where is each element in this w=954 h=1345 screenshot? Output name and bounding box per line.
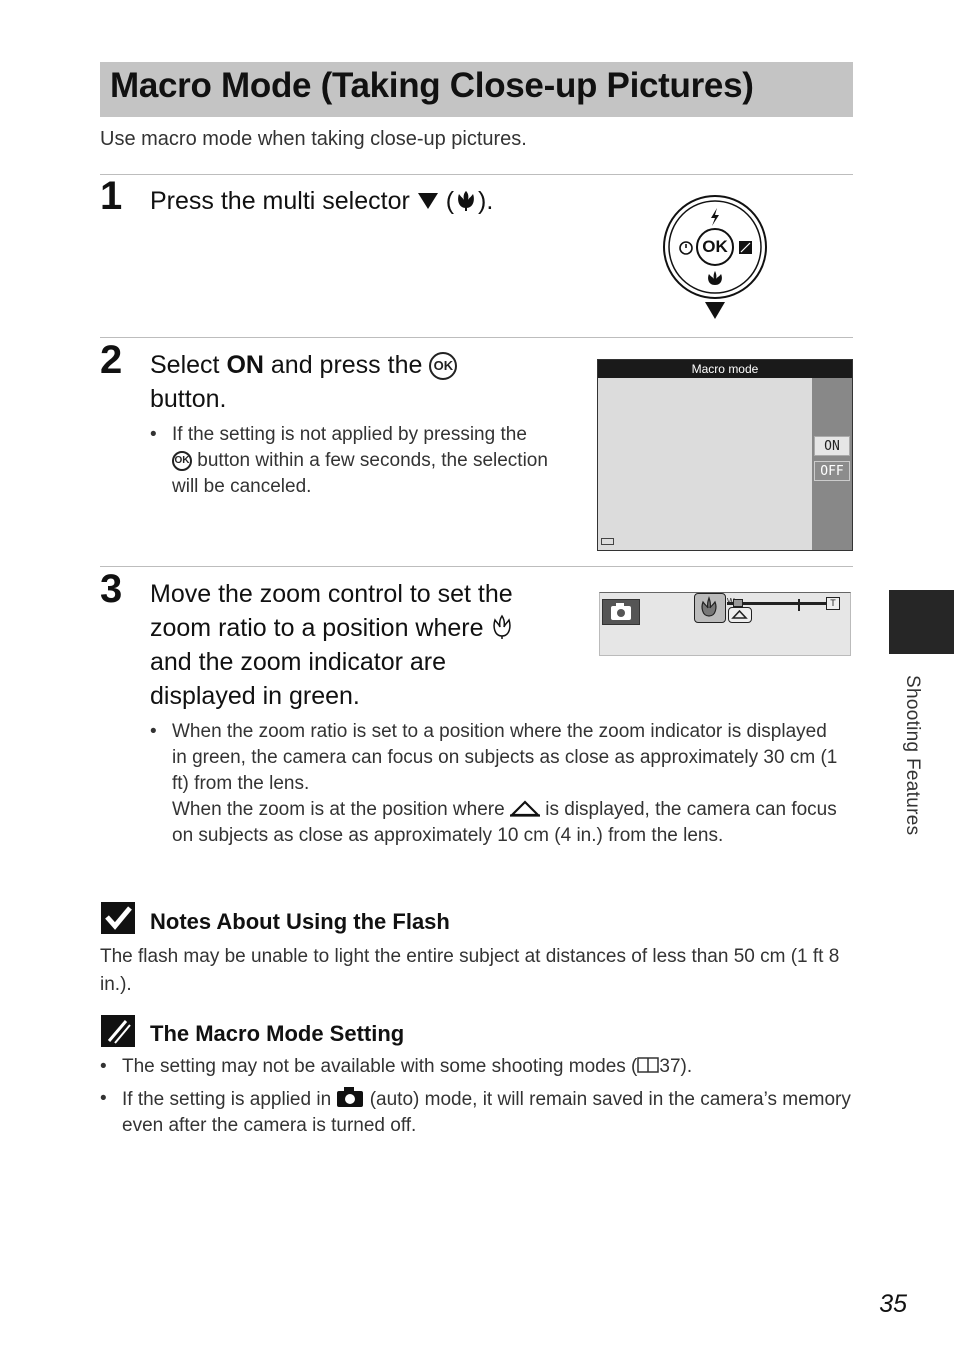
flash-note-body: The flash may be unable to light the entire subject at distances of less than 50 cm (1 ft 8 in.). bbox=[100, 946, 840, 995]
macro-flower-icon bbox=[454, 188, 478, 212]
zoom-wide-label: W bbox=[727, 597, 735, 606]
step-1-number: 1 bbox=[100, 174, 123, 218]
title-bar bbox=[100, 62, 853, 117]
list-item: • The setting may not be available with some shooting modes ( 37). bbox=[100, 1054, 852, 1080]
camera-screen bbox=[597, 359, 853, 551]
step-1-heading: Press the multi selector ( ). bbox=[150, 187, 494, 215]
list-item: • If the setting is applied in (auto) mode, it will remain saved in the camera’s memory even after the camera is turned off. bbox=[100, 1086, 852, 1139]
battery-icon bbox=[601, 538, 614, 545]
macro-outline-icon bbox=[490, 614, 514, 640]
down-triangle-icon bbox=[417, 192, 439, 210]
option-off[interactable]: OFF bbox=[814, 461, 850, 481]
screen-options-panel bbox=[812, 378, 852, 550]
step-2-number: 2 bbox=[100, 338, 123, 382]
zoom-bar bbox=[727, 602, 839, 605]
close-up-icon bbox=[728, 607, 752, 623]
step-3-number: 3 bbox=[100, 567, 123, 611]
camera-auto-icon bbox=[336, 1086, 364, 1108]
macro-note-bullets bbox=[100, 1054, 852, 1139]
screen-title: Macro mode bbox=[598, 360, 852, 378]
section-tab bbox=[889, 590, 954, 654]
step-3-bullets bbox=[150, 719, 840, 849]
page-number: 35 bbox=[879, 1290, 907, 1318]
list-item: • When the zoom ratio is set to a position where the zoom indicator is displayed in green, the camera can focus on subjects as close as approximately 30 cm (1 ft) from the lens. When the zoom is at the position where is displayed, the camera can focus on subjects as close as approximately 10 cm (4 in.) from the lens. bbox=[150, 719, 840, 849]
zoom-indicator-screen bbox=[599, 592, 851, 656]
ok-label: OK bbox=[702, 237, 728, 256]
on-label: ON bbox=[226, 351, 264, 379]
option-on[interactable]: ON bbox=[814, 436, 850, 456]
step-1-text: Press the multi selector bbox=[150, 187, 417, 215]
close-up-mountain-icon bbox=[510, 799, 540, 817]
step-2-heading: Select ON and press the OK button. bbox=[150, 348, 570, 416]
section-label: Shooting Features bbox=[902, 675, 923, 836]
zoom-tele-label: T bbox=[826, 597, 840, 610]
flash-note-heading: Notes About Using the Flash bbox=[150, 909, 450, 934]
intro-text: Use macro mode when taking close-up pictures. bbox=[100, 128, 527, 150]
page-title: Macro Mode (Taking Close-up Pictures) bbox=[110, 66, 754, 105]
ok-button-icon: OK bbox=[172, 451, 192, 471]
step-2-bullets bbox=[150, 422, 560, 500]
note-pencil-icon bbox=[101, 1015, 135, 1047]
divider bbox=[100, 566, 853, 567]
macro-note-heading: The Macro Mode Setting bbox=[150, 1021, 405, 1046]
step-3-heading: Move the zoom control to set the zoom ratio to a position where and the zoom indicator are displayed in green. bbox=[150, 580, 513, 710]
list-item: • If the setting is not applied by pressing the OK button within a few seconds, the selection will be canceled. bbox=[150, 422, 560, 500]
auto-mode-icon bbox=[602, 599, 640, 625]
book-reference-icon bbox=[637, 1056, 659, 1074]
multi-selector-illustration bbox=[662, 194, 768, 322]
caution-icon bbox=[101, 902, 135, 934]
zoom-tick bbox=[798, 599, 800, 611]
ok-button-icon: OK bbox=[429, 352, 457, 380]
divider bbox=[100, 174, 853, 175]
macro-indicator-icon bbox=[694, 593, 726, 623]
divider bbox=[100, 337, 853, 338]
